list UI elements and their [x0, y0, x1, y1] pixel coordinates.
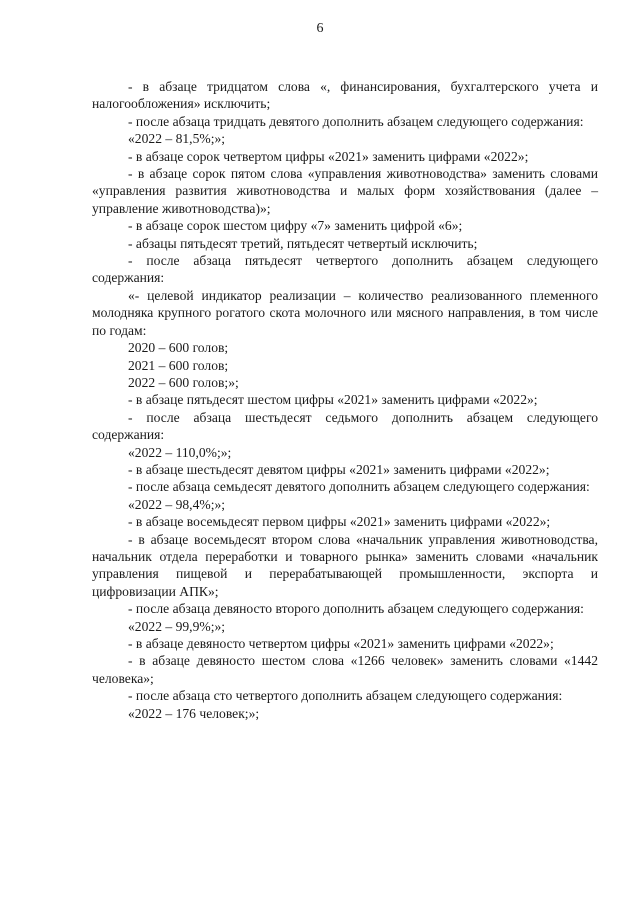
- paragraph: - в абзаце сорок пятом слова «управления животноводства» заменить словами «управления развития животноводства и малых форм хозяйствования (далее – управление животноводства)»;: [92, 166, 598, 216]
- paragraph: - в абзаце сорок четвертом цифры «2021» заменить цифрами «2022»;: [128, 148, 529, 164]
- paragraph: «2022 – 110,0%;»;: [128, 444, 232, 460]
- paragraph: - после абзаца пятьдесят четвертого дополнить абзацем следующего содержания:: [92, 253, 598, 286]
- paragraph: - после абзаца семьдесят девятого дополнить абзацем следующего содержания:: [128, 479, 590, 495]
- paragraph: «- целевой индикатор реализации – количество реализованного племенного молодняка крупного рогатого скота молочного или мясного направления, в том числе по годам:: [92, 287, 598, 338]
- paragraph: - в абзаце восемьдесят втором слова «начальник управления животноводства, начальник отдела переработки и товарного рынка» заменить словами «начальник управления пищевой и перерабатывающей промышленности, экспорта и цифровизации АПК»;: [92, 531, 598, 599]
- paragraph: - в абзаце шестьдесят девятом цифры «2021» заменить цифрами «2022»;: [128, 461, 550, 477]
- paragraph: 2020 – 600 голов;: [128, 340, 229, 356]
- paragraph: - в абзаце девяносто четвертом цифры «2021» заменить цифрами «2022»;: [128, 636, 554, 651]
- paragraph: - в абзаце восемьдесят первом цифры «2021» заменить цифрами «2022»;: [128, 514, 551, 530]
- paragraph: - в абзаце тридцатом слова «, финансирования, бухгалтерского учета и налогообложения» исключить;: [92, 79, 598, 112]
- paragraph: 2021 – 600 голов;: [128, 357, 229, 373]
- paragraph: 2022 – 600 голов;»;: [128, 374, 239, 390]
- paragraph: - в абзаце сорок шестом цифру «7» заменить цифрой «6»;: [128, 218, 463, 234]
- paragraph: «2022 – 99,9%;»;: [128, 618, 226, 634]
- paragraph: «2022 – 176 человек;»;: [128, 705, 260, 721]
- paragraph: - после абзаца девяносто второго дополнить абзацем следующего содержания:: [128, 601, 584, 617]
- paragraph: «2022 – 81,5%;»;: [128, 131, 226, 147]
- paragraph: - в абзаце пятьдесят шестом цифры «2021» заменить цифрами «2022»;: [128, 392, 538, 408]
- page-number: 6: [316, 21, 324, 36]
- paragraph: - после абзаца тридцать девятого дополнить абзацем следующего содержания:: [128, 113, 584, 129]
- document-body: [92, 78, 598, 722]
- paragraph: - в абзаце девяносто шестом слова «1266 человек» заменить словами «1442 человека»;: [92, 653, 598, 686]
- paragraph: - после абзаца шестьдесят седьмого дополнить абзацем следующего содержания:: [92, 409, 598, 443]
- paragraph: «2022 – 98,4%;»;: [128, 496, 226, 512]
- paragraph: - после абзаца сто четвертого дополнить абзацем следующего содержания:: [128, 688, 563, 704]
- paragraph: - абзацы пятьдесят третий, пятьдесят четвертый исключить;: [128, 235, 478, 251]
